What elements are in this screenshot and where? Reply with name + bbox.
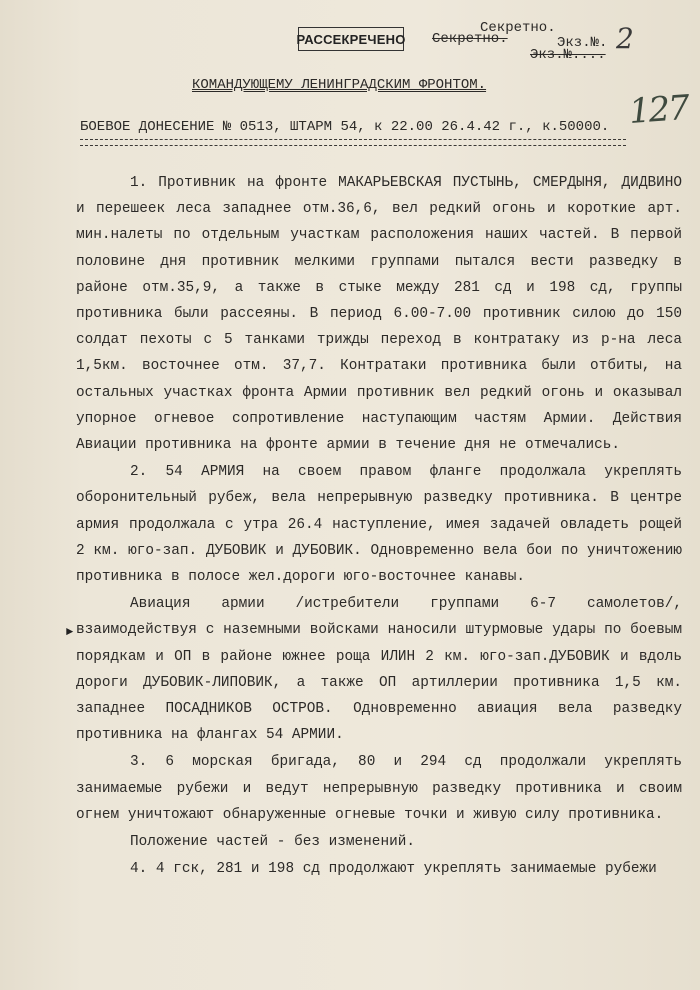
copy-number-label: Экз.№. xyxy=(557,35,608,51)
handwritten-copy-number: 2 xyxy=(616,22,634,55)
paragraph-2: 2. 54 АРМИЯ на своем правом фланге продолжала укреплять оборонительный рубеж, вела непрерывную разведку противника. В центре армия продолжала с утра 26.4 наступление, имея задачей овладеть рощей 2 км. юго-зап. ДУБОВИК и ДУБОВИК. Одновременно вела бои по уничтожению противника в полосе жел.дороги юго-восточнее канавы. xyxy=(76,464,682,586)
addressee-heading: КОМАНДУЮЩЕМУ ЛЕНИНГРАДСКИМ ФРОНТОМ. xyxy=(192,77,487,93)
declassified-stamp: РАССЕКРЕЧЕНО xyxy=(298,27,404,51)
report-title: БОЕВОЕ ДОНЕСЕНИЕ № 0513, ШТАРМ 54, к 22.00 26.4.42 г., к.50000. xyxy=(80,119,610,135)
copy-number-label-struck: Экз.№.... xyxy=(530,47,606,63)
margin-tick-mark: ► xyxy=(66,625,74,639)
report-body xyxy=(76,170,682,882)
paragraph-4: 4. 4 гск, 281 и 198 сд продолжают укреплять занимаемые рубежи xyxy=(130,861,657,878)
paragraph-1: 1. Противник на фронте МАКАРЬЕВСКАЯ ПУСТЫНЬ, СМЕРДЫНЯ, ДИДВИНО и перешеек леса западнее отм.36,6, вел редкий огонь и короткие арт. мин.налеты по отдельным участкам расположения наших частей. В первой половине дня противник мелкими группами пытался вести разведку в районе отм.35,9, а также в стыке между 281 сд и 198 сд, группы противника были рассеяны. В период 6.00-7.00 противник силою до 150 солдат пехоты с 5 танками трижды переход в контратаку из р-на леса 1,5км. восточнее отм. 37,7. Контратаки противника были отбиты, на остальных участках фронта Армии противник вел редкий огонь и оказывал упорное огневое сопротивление наступающим частям Армии. Действия Авиации противника на фронте армии в течение дня не отмечались. xyxy=(76,175,682,454)
handwritten-page-number: 127 xyxy=(627,87,690,133)
secret-label: Секретно. xyxy=(480,20,556,36)
header-rule-top xyxy=(80,139,626,140)
header-rule-bottom xyxy=(80,145,626,146)
paragraph-aviation: Авиация армии /истребители группами 6-7 самолетов/, взаимодействуя с наземными войсками наносили штурмовые удары по боевым порядкам и ОП в районе южнее роща ИЛИН 2 км. юго-зап.ДУБОВИК и вдоль дороги ДУБОВИК-ЛИПОВИК, а также ОП артиллерии противника 1,5 км. западнее ПОСАДНИКОВ ОСТРОВ. Одновременно авиация вела разведку противника на флангах 54 АРМИИ. xyxy=(76,596,682,744)
secret-label-struck: Секретно. xyxy=(432,31,508,47)
paragraph-3: 3. 6 морская бригада, 80 и 294 сд продолжали укреплять занимаемые рубежи и ведут непрерывную разведку противника и своим огнем уничтожают обнаруженные огневые точки и живую силу противника. xyxy=(76,754,682,823)
paragraph-position: Положение частей - без изменений. xyxy=(130,834,415,851)
